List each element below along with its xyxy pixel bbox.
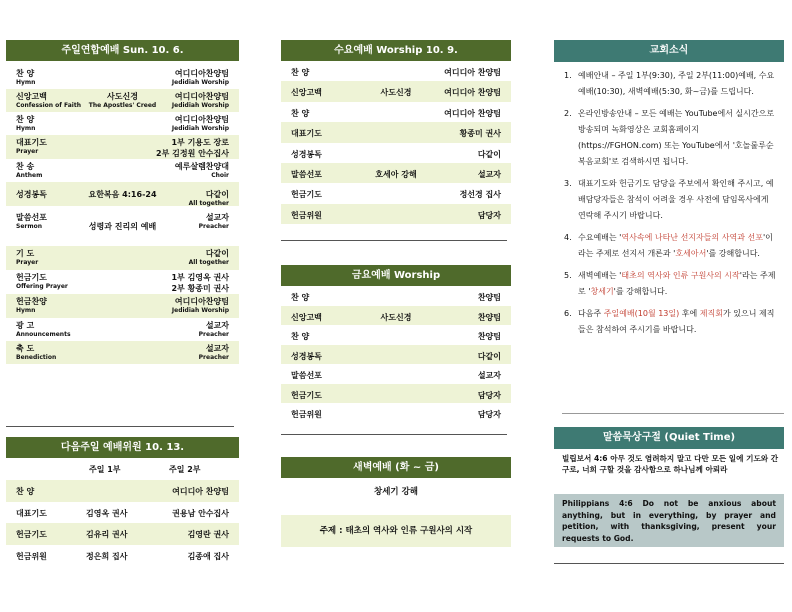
news-item-number: 3. — [564, 179, 572, 188]
order-item-leader-secondary: Jedidiah Worship — [171, 79, 229, 86]
second-service-person: 김종애 집사 — [187, 551, 229, 561]
order-item-leader: 다같이 — [477, 351, 501, 361]
sunday-row — [6, 89, 239, 112]
news-item-text: 태초의 역사와 인류 구원사의 시작 — [621, 271, 740, 280]
table-row — [6, 545, 239, 567]
order-item-leader: 여디디아 찬양팀 — [444, 88, 501, 98]
sunday-row — [6, 182, 239, 206]
role-name: 대표기도 — [16, 508, 47, 518]
table-row — [281, 122, 511, 142]
order-item-leader: 설교자 — [205, 321, 229, 330]
news-item-text: 예배안내 – 주일 1부(9:30), 주일 2부(11:00)예배, 수요예배(10:30), 새벽예배(5:30, 화~금)를 드립니다. — [578, 71, 775, 96]
order-item-english: Hymn — [16, 125, 36, 132]
news-item — [554, 68, 778, 100]
first-service-person: 김유리 권사 — [86, 530, 128, 539]
friday-header: 금요예배 Worship — [281, 265, 511, 286]
first-service-person: 정은희 집사 — [86, 551, 128, 561]
table-row — [6, 502, 239, 524]
order-item-detail: 요한복음 4:16-24 — [88, 190, 157, 199]
order-item-leader: 예루살렘찬양대 — [174, 162, 229, 171]
order-item-leader: 찬양팀 — [477, 332, 501, 341]
order-item-english: Announcements — [16, 331, 71, 338]
order-item-leader-secondary: Jedidiah Worship — [171, 307, 229, 314]
news-item-text: '라는 주제로 ' — [578, 271, 776, 296]
qt-header: 말씀묵상구절 (Quiet Time) — [554, 427, 784, 449]
table-row — [281, 183, 511, 203]
order-item-leader-secondary: All together — [188, 200, 229, 207]
order-item-leader: 여디디아 찬양팀 — [444, 68, 501, 77]
order-item-english: Prayer — [16, 148, 39, 155]
order-item-name: 신앙고백 — [291, 312, 322, 322]
order-item-english: Hymn — [16, 79, 36, 86]
friday-order-list — [281, 286, 511, 423]
sunday-row — [6, 341, 239, 364]
order-item-name: 헌금찬양 — [16, 297, 47, 306]
order-item-leader: 1부 김영옥 권사 — [171, 273, 229, 282]
news-item-number: 2. — [564, 109, 572, 118]
order-item-name: 찬 양 — [291, 108, 310, 118]
order-item-name: 대표기도 — [16, 138, 47, 147]
table-row — [281, 364, 511, 384]
role-name: 헌금위원 — [16, 551, 47, 561]
dawn-header: 새벽예배 (화 ~ 금) — [281, 457, 511, 478]
news-item-text: 온라인방송안내 – 모든 예배는 YouTube에서 실시간으로 방송되며 녹화영상은 교회홈페이지(https://FGHON.com) 또는 YouTube에서 '호놀룰루순복음교회'로 검색하시면 됩니다. — [578, 109, 775, 166]
order-item-name: 헌금기도 — [16, 273, 47, 282]
order-item-name: 찬 양 — [291, 332, 310, 341]
order-item-name: 헌금기도 — [291, 390, 322, 400]
order-item-leader-secondary: Preacher — [198, 223, 229, 230]
order-item-leader: 황종미 권사 — [459, 129, 501, 139]
left-divider — [6, 426, 234, 427]
order-item-leader: 설교자 — [205, 344, 229, 353]
second-service-person: 여디디아 찬양팀 — [172, 487, 229, 496]
order-item-leader: 담당자 — [477, 210, 501, 220]
order-item-leader-secondary: All together — [188, 259, 229, 266]
table-row — [281, 143, 511, 163]
order-item-leader: 설교자 — [477, 169, 501, 179]
order-item-leader-secondary: 2부 김정원 안수집사 — [156, 149, 229, 158]
news-item-text: 후에 — [679, 309, 700, 318]
dawn-theme: 주제 : 태초의 역사와 인류 구원사의 시작 — [281, 515, 511, 547]
order-item-leader-secondary: Choir — [211, 172, 229, 179]
order-item-name: 광 고 — [16, 321, 35, 330]
news-item-number: 4. — [564, 233, 572, 242]
order-item-leader-secondary: Preacher — [198, 331, 229, 338]
order-item-name: 말씀선포 — [16, 213, 47, 222]
first-service-person: 김영옥 권사 — [86, 508, 128, 518]
order-item-name: 찬 양 — [291, 68, 310, 77]
order-item-leader: 다같이 — [205, 249, 229, 258]
order-item-detail: 사도신경 — [107, 92, 138, 101]
order-item-leader: 다같이 — [205, 190, 229, 199]
right-divider-1 — [562, 413, 784, 414]
table-row — [281, 102, 511, 122]
order-item-detail: 사도신경 — [380, 88, 412, 98]
sunday-row — [6, 135, 239, 159]
order-item-leader: 여디디아찬양팀 — [174, 92, 229, 101]
table-row — [281, 306, 511, 326]
qt-english-verse: Philippians 4:6 Do not be anxious about anything, but in everything, by prayer and petition, with thanksgiving, present your requests to God. — [554, 494, 784, 547]
order-item-name: 말씀선포 — [291, 371, 322, 380]
sunday-row — [6, 318, 239, 341]
order-item-leader-secondary: 2부 황종미 권사 — [171, 284, 229, 293]
order-item-leader: 찬양팀 — [477, 312, 501, 322]
col-first-service: 주일 1부 — [89, 465, 121, 474]
mid-divider-1 — [281, 240, 507, 241]
order-item-leader: 찬양팀 — [477, 293, 501, 302]
news-item-text: 가 있으니 제직들은 참석하여 주시기를 바랍니다. — [578, 309, 775, 334]
news-item — [554, 176, 778, 224]
order-item-name: 기 도 — [16, 249, 35, 258]
next-week-list — [6, 480, 239, 566]
col-second-service: 주일 2부 — [169, 465, 201, 474]
news-item — [554, 268, 778, 300]
table-row — [281, 345, 511, 365]
sunday-row — [6, 66, 239, 89]
table-row — [281, 204, 511, 224]
news-item-text: 역사속에 나타난 선지자들의 사역과 선포 — [621, 233, 763, 242]
role-name: 찬 양 — [16, 487, 35, 496]
right-divider-2 — [554, 563, 784, 564]
order-item-leader-secondary: Preacher — [198, 354, 229, 361]
dawn-series: 창세기 강해 — [373, 487, 418, 497]
order-item-name: 헌금위원 — [291, 210, 322, 220]
order-item-english: Sermon — [16, 223, 42, 230]
order-item-name: 찬 양 — [16, 115, 35, 124]
news-item-text: 다음주 — [578, 309, 604, 318]
news-item-text: 제직회 — [699, 309, 723, 318]
order-item-english: Anthem — [16, 172, 43, 179]
order-item-detail: 사도신경 — [380, 312, 412, 322]
wednesday-order-list — [281, 61, 511, 224]
order-item-english: Confession of Faith — [16, 102, 81, 109]
order-item-name: 성경봉독 — [291, 351, 322, 361]
news-item-text: '를 강해합니다. — [613, 287, 668, 296]
order-item-name: 신앙고백 — [291, 88, 322, 98]
order-item-name: 축 도 — [16, 344, 35, 353]
news-item-text: '를 강해합니다. — [706, 249, 760, 258]
news-item-text: 호세아서 — [675, 249, 707, 258]
sunday-row — [6, 112, 239, 135]
news-item-number: 1. — [564, 71, 572, 80]
order-item-english: Hymn — [16, 307, 36, 314]
news-item — [554, 230, 778, 262]
order-item-leader: 여디디아찬양팀 — [174, 297, 229, 306]
news-header: 교회소식 — [554, 40, 784, 62]
order-item-name: 성경봉독 — [16, 190, 47, 199]
order-item-leader: 설교자 — [477, 371, 501, 380]
sunday-row — [6, 210, 239, 242]
order-item-name: 말씀선포 — [291, 169, 322, 179]
news-item-text: 창세기 — [590, 287, 614, 296]
wednesday-header: 수요예배 Worship 10. 9. — [281, 40, 511, 61]
next-week-header: 다음주일 예배위원 10. 13. — [6, 437, 239, 458]
role-name: 헌금기도 — [16, 530, 47, 539]
order-item-detail-english: The Apostles' Creed — [88, 102, 157, 109]
order-item-name: 신앙고백 — [16, 92, 47, 101]
qt-korean-verse: 빌립보서 4:6 아무 것도 염려하지 말고 다만 모든 일에 기도와 간구로, 너희 구할 것을 감사함으로 하나님께 아뢰라 — [562, 454, 779, 474]
news-item-text: '이라는 주제로 선지서 개론과 ' — [578, 233, 773, 258]
order-item-name: 찬 양 — [291, 293, 310, 302]
news-item-text: 대표기도와 헌금기도 담당을 주보에서 확인해 주시고, 예배담당자들은 참석이 어려울 경우 사전에 담임목사에게 연락해 주시기 바랍니다. — [578, 179, 774, 220]
table-row — [6, 480, 239, 502]
table-row — [281, 163, 511, 183]
sunday-row — [6, 294, 239, 318]
order-item-leader: 여디디아찬양팀 — [174, 69, 229, 78]
table-row — [281, 286, 511, 306]
table-row — [6, 523, 239, 545]
sunday-row — [6, 270, 239, 294]
news-item-number: 5. — [564, 271, 572, 280]
order-item-detail: 성령과 진리의 예배 — [88, 222, 157, 231]
sunday-row — [6, 159, 239, 182]
news-item-number: 6. — [564, 309, 572, 318]
second-service-person: 김영란 권사 — [187, 530, 229, 539]
order-item-name: 성경봉독 — [291, 149, 322, 159]
order-item-leader: 여디디아찬양팀 — [174, 115, 229, 124]
order-item-leader: 설교자 — [205, 213, 229, 222]
table-row — [281, 384, 511, 404]
order-item-leader-secondary: Jedidiah Worship — [171, 125, 229, 132]
news-item-text: 주일예배(10월 13일) — [603, 309, 680, 318]
order-item-detail: 호세아 강해 — [375, 169, 417, 179]
mid-divider-2 — [281, 434, 507, 435]
news-item — [554, 106, 778, 170]
order-item-leader: 다같이 — [477, 149, 501, 159]
order-item-english: Prayer — [16, 259, 39, 266]
order-item-leader: 담당자 — [477, 410, 501, 419]
order-item-leader: 정선경 집사 — [459, 190, 501, 200]
order-item-leader: 담당자 — [477, 390, 501, 400]
next-week-col-headers — [6, 458, 239, 480]
table-row — [281, 81, 511, 101]
news-list — [554, 68, 784, 344]
table-row — [281, 325, 511, 345]
order-item-leader: 여디디아 찬양팀 — [444, 108, 501, 118]
news-item-text: 수요예배는 ' — [578, 233, 622, 242]
order-item-name: 대표기도 — [291, 129, 322, 139]
order-item-name: 헌금기도 — [291, 190, 322, 200]
order-item-leader: 1부 기용도 장로 — [171, 138, 229, 147]
order-item-leader-secondary: Jedidiah Worship — [171, 102, 229, 109]
news-item — [554, 306, 778, 338]
table-row — [281, 61, 511, 81]
second-service-person: 권용남 안수집사 — [172, 508, 229, 518]
order-item-name: 찬 송 — [16, 162, 35, 171]
sunday-header: 주일연합예배 Sun. 10. 6. — [6, 40, 239, 61]
table-row — [281, 403, 511, 423]
sunday-row — [6, 246, 239, 270]
order-item-english: Benediction — [16, 354, 57, 361]
order-item-name: 헌금위원 — [291, 410, 322, 419]
order-item-name: 찬 양 — [16, 69, 35, 78]
order-item-english: Offering Prayer — [16, 283, 68, 290]
news-item-text: 새벽예배는 ' — [578, 271, 622, 280]
